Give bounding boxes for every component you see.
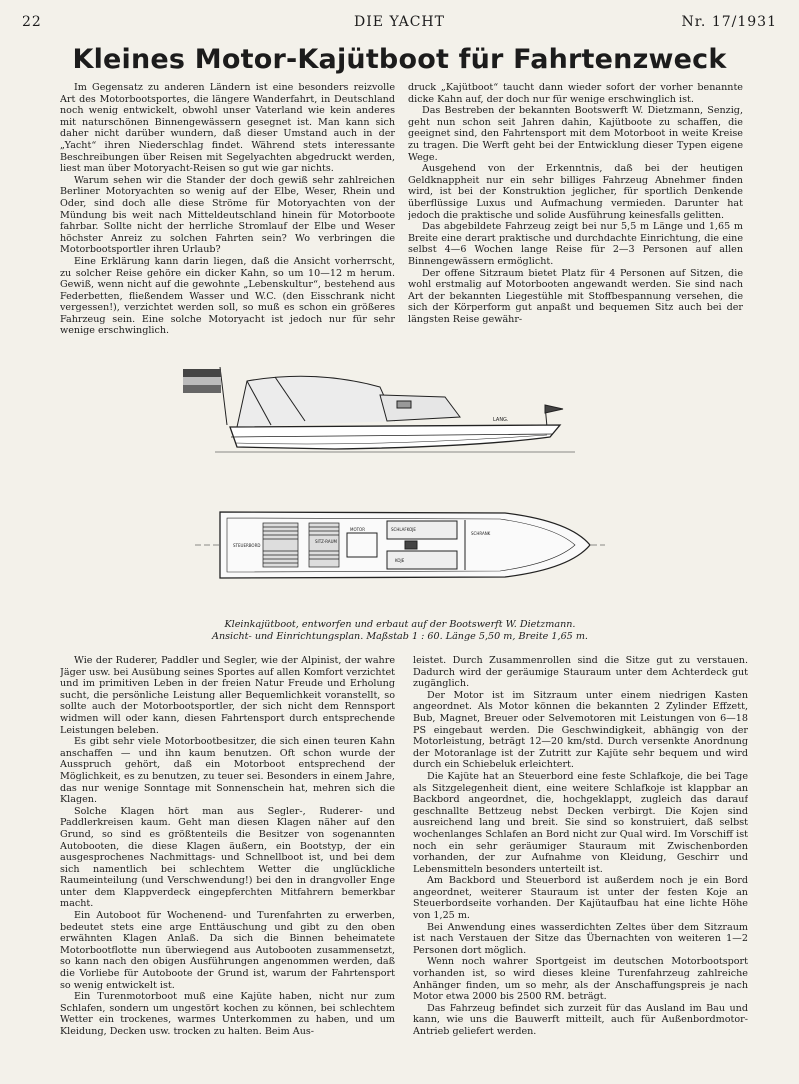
text-column-2 (408, 82, 743, 352)
paragraph: Warum sehen wir die Stander der doch gewiß sehr zahlreichen Berliner Motoryachten so wenig auf der Elbe, Weser, Rhein und Oder, sind doch alle diese Ströme für Motoryachten von der Mündung bis weit nach Mitteldeutschland hinein für Motorboote fahrbar. Sollte nicht der herrliche Stromlauf der Elbe und Weser höchster Anreiz zu solchen Fahrten sein? Wo verbringen die Motorbootsportler ihren Urlaub? (60, 174, 395, 256)
plan-label-motor: MOTOR (350, 527, 365, 532)
caption-line: Ansicht- und Einrichtungsplan. Maßstab 1 : 60. Länge 5,50 m, Breite 1,65 m. (212, 630, 588, 642)
paragraph: Bei Anwendung eines wasserdichten Zeltes über dem Sitzraum ist nach Verstauen der Sitze das Übernachten von weiteren 1—2 Personen dort möglich. (413, 921, 748, 956)
paragraph: Der offene Sitzraum bietet Platz für 4 Personen auf Sitzen, die wohl erstmalig auf Motorbooten angewandt werden. Sie sind nach Art der bekannten Liegestühle mit Stoffbespannung versehen, die sich der Körperform gut anpaßt und bequemen Sitz auch bei der längsten Reise gewähr- (408, 267, 743, 325)
plan-view (195, 512, 605, 578)
plan-label-bunk: SCHLAFKOJE (391, 527, 416, 532)
article-title: Kleines Motor-Kajütboot für Fahrtenzweck (72, 44, 727, 75)
side-view (183, 367, 575, 452)
paragraph: Wenn noch wahrer Sportgeist im deutschen Motorbootsport vorhanden ist, so wird dieses kleine Turenfahrzeug zahlreiche Anhänger finden, um so mehr, als der Anschaffungspreis je nach Motor etwa 2000 bis 2500 RM. beträgt. (413, 956, 748, 1003)
paragraph: Das Fahrzeug befindet sich zurzeit für das Ausland im Bau und kann, wie uns die Bauwerft mitteilt, auch für Außenbordmotor-Antrieb geliefert werden. (413, 1002, 748, 1037)
boat-drawing (175, 355, 615, 615)
text-column-4 (413, 655, 748, 1047)
paragraph: Der Motor ist im Sitzraum unter einem niedrigen Kasten angeordnet. Als Motor können die bekannten 2 Zylinder Effzett, Bub, Magnet, Breuer oder Selvemotoren mit Leistungen von 6—18 PS eingebaut werden. Die Geschwindigkeit, abhängig von der Motorleistung, beträgt 12—20 km/std. Durch versenkte Anordnung der Motoranlage ist der Zutritt zur Kajüte sehr bequem und wird durch ein Schiebeluk erleichtert. (413, 689, 748, 771)
page-number: 22 (22, 14, 42, 30)
paragraph: Im Gegensatz zu anderen Ländern ist eine besonders reizvolle Art des Motorbootsportes, die längere Wanderfahrt, in Deutschland noch wenig entwickelt, obwohl unser Vaterland wie kein anderes mit naturschönen Binnengewässern gesegnet ist. Man kann sich daher nicht darüber wundern, daß dieser Umstand auch in der „Yacht“ ihren Niederschlag findet. Während stets interessante Beschreibungen über Reisen mit Segelyachten abgedruckt werden, liest man über Motoryacht-Reisen so gut wie gar nichts. (60, 82, 395, 175)
paragraph: Eine Erklärung kann darin liegen, daß die Ansicht vorherrscht, zu solcher Reise gehöre ein dicker Kahn, so um 10—12 m herum. Gewiß, wenn nicht auf die gewohnte „Lebenskultur“, bestehend aus Federbetten, fließendem Wasser und W.C. (den Eisschrank nicht vergessen!), verzichtet werden soll, so muß es schon ein größeres Fahrzeug sein. Eine solche Motoryacht ist jedoch nur für sehr wenige erschwinglich. (60, 255, 395, 337)
magazine-name: DIE YACHT (354, 14, 445, 30)
figure-caption (170, 619, 630, 642)
paragraph: Wie der Ruderer, Paddler und Segler, wie der Alpinist, der wahre Jäger usw. bei Ausübung seines Sportes auf allen Komfort verzichtet und im primitiven Leben in der freien Natur Freude und Erholung sucht, die persönliche Leistung aller Bequemlichkeit voranstellt, so sollte auch der Motorbootsportler, der sich nicht dem Rennsport widmen will oder kann, diesen Fahrtensport durch entsprechende Leistungen beleben. (60, 655, 395, 736)
side-label: LANG. (493, 417, 509, 423)
paragraph: Ausgehend von der Erkenntnis, daß bei der heutigen Geldknappheit nur ein sehr billiges Fahrzeug Abnehmer finden wird, ist bei der Konstruktion jeglicher, für sportlich Denkende überflüssige Luxus und Aufmachung vermieden. Darunter hat jedoch die praktische und solide Ausführung keinesfalls gelitten. (408, 163, 743, 221)
paragraph: leistet. Durch Zusammenrollen sind die Sitze gut zu verstauen. Dadurch wird der geräumige Stauraum unter dem Achterdeck gut zugänglich. (413, 655, 748, 690)
issue-number: Nr. 17/1931 (681, 14, 777, 30)
paragraph: Solche Klagen hört man aus Segler-, Ruderer- und Paddlerkreisen kaum. Geht man diesen Klagen näher auf den Grund, so sind es größtenteils die Besitzer von sogenannten Autobooten, die diese Klagen äußern, ein Bootstyp, der ein ausgesprochenes Nachmittags- und Schnellboot ist, und bei dem sich namentlich bei schlechtem Wetter die unglückliche Raumeinteilung (und Verschwendung!) bei den in drangvoller Enge unter dem Klappverdeck eingepferchten Mitfahrern bemerkbar macht. (60, 805, 395, 910)
plan-label-side: STEUERBORD (233, 543, 261, 548)
paragraph: Ein Turenmotorboot muß eine Kajüte haben, nicht nur zum Schlafen, sondern um ungestört kochen zu können, bei schlechtem Wetter ein trockenes, warmes Unterkommen zu haben, und um Kleidung, Decken usw. trocken zu halten. Beim Aus- (60, 991, 395, 1037)
caption-line: Kleinkajütboot, entworfen und erbaut auf der Bootswerft W. Dietzmann. (224, 619, 576, 630)
text-column-3 (60, 655, 395, 1047)
paragraph: Ein Autoboot für Wochenend- und Turenfahrten zu erwerben, bedeutet stets eine arge Enttäuschung und gibt zu den oben erwähnten Klagen Anlaß. Da sich die Binnen beheimatete Motorbootflotte nun überwiegend aus Autobooten zusammensetzt, so kann nach den obigen Ausführungen angenommen werden, daß die Vorliebe für Autoboote der Grund ist, warum der Fahrtensport so wenig entwickelt ist. (60, 910, 395, 991)
plan-label-locker: SCHRANK (471, 531, 491, 536)
paragraph: Die Kajüte hat an Steuerbord eine feste Schlafkoje, die bei Tage als Sitzgelegenheit dient, eine weitere Schlafkoje ist klappbar an Backbord angeordnet, die, hochgeklappt, zugleich das darauf geschnallte Bettzeug nebst Decken verbirgt. Die Kojen sind ausreichend lang und breit. Sie sind so konstruiert, daß selbst wochenlanges Schlafen an Bord nicht zur Qual wird. Im Vorschiff ist noch ein sehr geräumiger Stauraum mit Zwischenborden vorhanden, der zur Aufnahme von Kleidung, Geschirr und Lebensmitteln besonders unterteilt ist. (413, 770, 748, 875)
plan-label-seat: SITZ-RAUM (315, 539, 338, 544)
plan-label-berth: KOJE (395, 558, 405, 563)
paragraph: Es gibt sehr viele Motorbootbesitzer, die sich einen teuren Kahn anschaffen — und ihn kaum benutzen. Oft schon wurde der Ausspruch gehört, daß ein Motorboot entsprechend der Möglichkeit, es zu benutzen, zu teuer sei. Besonders in einem Jahre, das nur wenige Sonntage mit Sonnenschein hat, mehren sich die Klagen. (60, 736, 395, 806)
paragraph: Am Backbord und Steuerbord ist außerdem noch je ein Bord angeordnet, weiterer Stauraum ist unter der festen Koje an Steuerbordseite vorhanden. Der Kajütaufbau hat eine lichte Höhe von 1,25 m. (413, 875, 748, 922)
paragraph: Das abgebildete Fahrzeug zeigt bei nur 5,5 m Länge und 1,65 m Breite eine derart praktische und durchdachte Einrichtung, die eine selbst 4—6 Wochen lange Reise für 2—3 Personen auf allen Binnengewässern ermöglicht. (408, 221, 743, 267)
text-column-1 (60, 82, 395, 344)
paragraph: druck „Kajütboot“ taucht dann wieder sofort der vorher benannte dicke Kahn auf, der doch nur für wenige erschwinglich ist. (408, 82, 743, 105)
paragraph: Das Bestreben der bekannten Bootswerft W. Dietzmann, Senzig, geht nun schon seit Jahren dahin, Kajütboote zu schaffen, die geeignet sind, den Fahrtensport mit dem Motorboot in weite Kreise zu tragen. Die Werft geht bei der Entwicklung dieser Typen eigene Wege. (408, 105, 743, 163)
